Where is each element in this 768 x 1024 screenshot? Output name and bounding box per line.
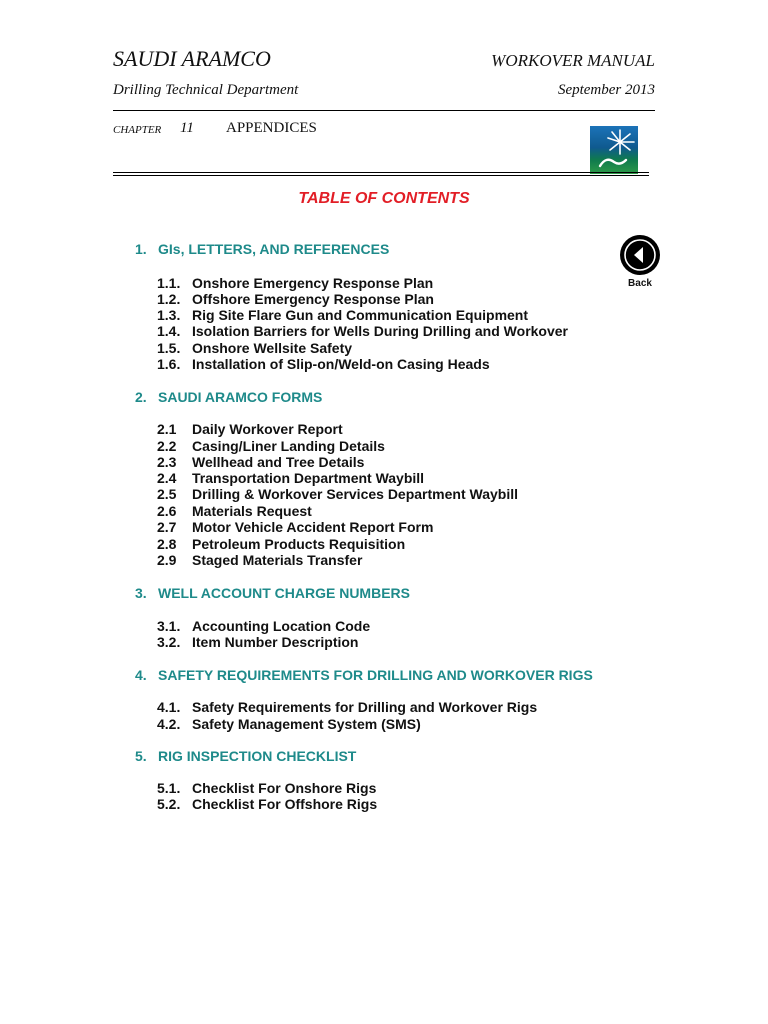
toc-item-2-3[interactable]: 2.3 Wellhead and Tree Details — [157, 454, 365, 470]
department-name: Drilling Technical Department — [113, 82, 299, 98]
toc-item-4-2[interactable]: 4.2. Safety Management System (SMS) — [157, 716, 421, 732]
aramco-logo — [590, 126, 638, 174]
chapter-divider-bottom — [113, 175, 649, 176]
toc-item-1-3[interactable]: 1.3. Rig Site Flare Gun and Communication Equipment — [157, 307, 529, 323]
toc-item-1-5[interactable]: 1.5. Onshore Wellsite Safety — [157, 340, 353, 356]
chapter-title: APPENDICES — [226, 120, 317, 136]
chevron-left-circle-icon — [619, 234, 661, 276]
toc-item-3-2[interactable]: 3.2. Item Number Description — [157, 634, 359, 650]
document-date: September 2013 — [557, 82, 655, 98]
toc-item-5-2[interactable]: 5.2. Checklist For Offshore Rigs — [157, 796, 378, 812]
chapter-label: CHAPTER — [113, 124, 162, 136]
toc-item-1-2[interactable]: 1.2. Offshore Emergency Response Plan — [157, 291, 434, 307]
chapter-divider-top — [113, 172, 649, 173]
toc-item-1-1[interactable]: 1.1. Onshore Emergency Response Plan — [157, 275, 434, 291]
toc-section-3[interactable]: 3. WELL ACCOUNT CHARGE NUMBERS — [135, 585, 410, 601]
toc-title: TABLE OF CONTENTS — [298, 190, 470, 207]
back-button[interactable] — [619, 234, 661, 290]
toc-item-1-6[interactable]: 1.6. Installation of Slip-on/Weld-on Casing Heads — [157, 356, 490, 372]
toc-item-2-4[interactable]: 2.4 Transportation Department Waybill — [157, 470, 425, 486]
chapter-number: 11 — [180, 120, 194, 136]
toc-item-2-7[interactable]: 2.7 Motor Vehicle Accident Report Form — [157, 519, 434, 535]
toc-section-1[interactable]: 1. GIs, LETTERS, AND REFERENCES — [135, 241, 390, 257]
toc-item-2-1[interactable]: 2.1 Daily Workover Report — [157, 421, 343, 437]
company-name: SAUDI ARAMCO — [113, 46, 271, 71]
toc-item-2-8[interactable]: 2.8 Petroleum Products Requisition — [157, 536, 406, 552]
header-divider — [113, 110, 655, 111]
toc-item-3-1[interactable]: 3.1. Accounting Location Code — [157, 618, 371, 634]
toc-item-2-6[interactable]: 2.6 Materials Request — [157, 503, 312, 519]
toc-item-2-5[interactable]: 2.5 Drilling & Workover Services Department Waybill — [157, 486, 518, 502]
manual-title: WORKOVER MANUAL — [491, 51, 655, 70]
toc-item-2-9[interactable]: 2.9 Staged Materials Transfer — [157, 552, 363, 568]
back-label: Back — [628, 278, 652, 289]
toc-item-5-1[interactable]: 5.1. Checklist For Onshore Rigs — [157, 780, 377, 796]
toc-section-2[interactable]: 2. SAUDI ARAMCO FORMS — [135, 389, 323, 405]
toc-item-2-2[interactable]: 2.2 Casing/Liner Landing Details — [157, 438, 385, 454]
toc-section-4[interactable]: 4. SAFETY REQUIREMENTS FOR DRILLING AND WORKOVER RIGS — [135, 667, 593, 683]
toc-section-5[interactable]: 5. RIG INSPECTION CHECKLIST — [135, 748, 357, 764]
toc-item-1-4[interactable]: 1.4. Isolation Barriers for Wells During Drilling and Workover — [157, 323, 568, 339]
toc-item-4-1[interactable]: 4.1. Safety Requirements for Drilling and Workover Rigs — [157, 699, 538, 715]
